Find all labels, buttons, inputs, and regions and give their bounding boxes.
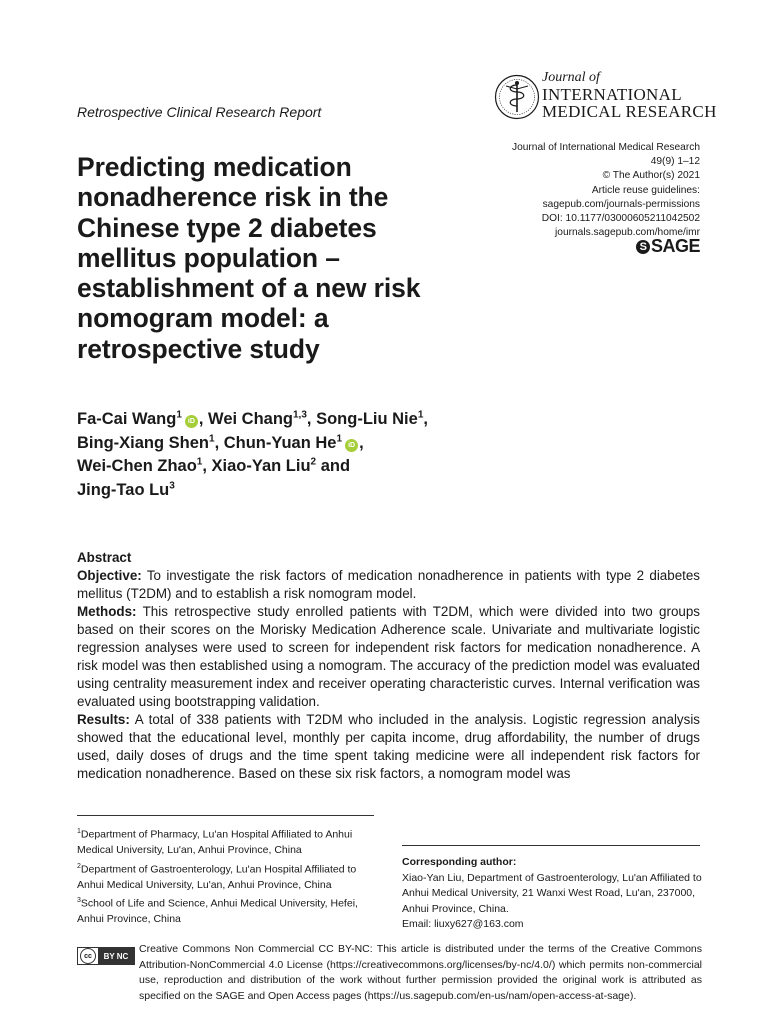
author-name: Song-Liu Nie — [316, 410, 418, 428]
objective-text: To investigate the risk factors of medication nonadherence in patients with type 2 diabetes mellitus (T2DM) and to establish a risk nomogram model. — [77, 568, 700, 601]
author-affiliation-mark: 1 — [209, 433, 215, 444]
methods-text: This retrospective study enrolled patients with T2DM, which were divided into two groups based on their scores on the Morisky Medication Adherence scale. Univariate and multivariate logistic regression analyses were used to screen for independent risk factors for medication nonadherence. A risk model was then established using a nomogram. The accuracy of the prediction model was evaluated using centrality measurement index and receiver operating characteristic curves. Internal verification was evaluated using bootstrapping validation. — [77, 604, 700, 709]
affiliations — [77, 824, 377, 928]
author-affiliation-mark: 1 — [417, 409, 424, 421]
publisher-name: SAGE — [650, 236, 700, 256]
publisher-logo — [636, 236, 700, 257]
by-label: BY — [103, 951, 115, 961]
article-type: Retrospective Clinical Research Report — [77, 104, 322, 120]
author-affiliation-mark: 1 — [196, 456, 203, 468]
author-list — [77, 408, 517, 502]
meta-reuse: Article reuse guidelines: — [591, 184, 700, 196]
journal-emblem-icon — [494, 74, 540, 120]
affiliation-text: Department of Gastroenterology, Lu'an Hospital Affiliated to Anhui Medical University, Lu'an, Anhui Province, China — [77, 863, 357, 891]
author-separator: , — [359, 433, 364, 452]
abstract-heading: Abstract — [77, 550, 132, 565]
sage-s-icon: S — [636, 240, 650, 254]
author-affiliation-mark: 1 — [336, 433, 343, 444]
journal-logo-line1: Journal of — [542, 70, 600, 85]
affiliation-text: Department of Pharmacy, Lu'an Hospital Affiliated to Anhui Medical University, Lu'an, Anhui Province, China — [77, 828, 353, 856]
author-separator: and — [316, 457, 351, 475]
author-affiliation-mark: 3 — [169, 480, 175, 491]
affiliation-number: 1 — [77, 828, 81, 835]
author-name: Wei-Chen Zhao — [77, 457, 197, 475]
correspondence-divider — [402, 845, 700, 846]
meta-copyright: © The Author(s) 2021 — [602, 170, 700, 182]
footnote-divider — [77, 815, 374, 816]
journal-logo-line3: MEDICAL RESEARCH — [542, 102, 717, 121]
nc-label: NC — [116, 951, 129, 961]
orcid-icon[interactable]: iD — [345, 439, 358, 452]
author-affiliation-mark: 2 — [310, 456, 317, 468]
meta-doi-link[interactable]: DOI: 10.1177/03000605211042502 — [541, 213, 700, 225]
author-separator: , — [214, 433, 224, 452]
meta-volume: 49(9) 1–12 — [650, 156, 700, 168]
results-label: Results: — [77, 712, 130, 727]
correspondence — [402, 855, 702, 933]
author-name: Wei Chang — [208, 410, 293, 428]
journal-logo — [542, 70, 717, 121]
affiliation-number: 3 — [77, 897, 81, 904]
abstract-objective — [77, 567, 700, 603]
author-affiliation-mark: 1,3 — [293, 409, 307, 421]
meta-homepage-link[interactable]: journals.sagepub.com/home/imr — [555, 227, 700, 239]
affiliation-item — [77, 893, 377, 928]
author-separator: , — [202, 457, 212, 475]
methods-label: Methods: — [77, 604, 137, 619]
correspondence-address: Xiao-Yan Liu, Department of Gastroenterology, Lu'an Affiliated to Anhui Medical University, 21 Wanxi West Road, Lu'an, 237000, Anhui Province, China. — [402, 871, 702, 915]
affiliation-number: 2 — [77, 862, 81, 870]
abstract — [77, 549, 700, 783]
orcid-icon[interactable]: iD — [185, 415, 198, 428]
license-notice — [77, 942, 702, 1005]
cc-icon: cc — [80, 948, 96, 964]
meta-permissions-link[interactable]: sagepub.com/journals-permissions — [542, 198, 700, 210]
author-separator: , — [306, 410, 317, 428]
affiliation-item — [77, 859, 377, 894]
license-text: Creative Commons Non Commercial CC BY-NC: This article is distributed under the terms of the Creative Commons Attribution-NonCommercial 4.0 License (https://creativecommons.org/licenses/by-nc/4.0/) which permits non-commercial use, reproduction and distribution of the work without further permission provided the original work is attributed as specified on the SAGE and Open Access pages (https://us.sagepub.com/en-us/nam/open-access-at-sage). — [139, 943, 702, 1003]
objective-label: Objective: — [77, 568, 142, 583]
author-name: Xiao-Yan Liu — [211, 457, 311, 475]
author-name: Jing-Tao Lu — [77, 480, 170, 499]
author-separator: , — [198, 410, 209, 428]
affiliation-item — [77, 824, 377, 859]
author-name: Fa-Cai Wang — [77, 410, 177, 428]
meta-journal-name: Journal of International Medical Research — [511, 142, 700, 153]
affiliation-text: School of Life and Science, Anhui Medical University, Hefei, Anhui Province, China — [77, 897, 358, 925]
author-separator: , — [423, 410, 428, 428]
article-title: Predicting medication nonadherence risk in the Chinese type 2 diabetes mellitus population – establishment of a new risk nomogram model: a retrospective study — [77, 152, 421, 364]
correspondence-email[interactable]: Email: liuxy627@163.com — [402, 918, 524, 930]
journal-logo-line2: INTERNATIONAL — [542, 85, 682, 104]
article-metadata — [512, 141, 700, 240]
author-name: Chun-Yuan He — [223, 433, 337, 452]
correspondence-heading: Corresponding author: — [402, 856, 517, 868]
author-name: Bing-Xiang Shen — [77, 433, 209, 452]
abstract-results — [77, 711, 700, 783]
results-text: A total of 338 patients with T2DM who included in the analysis. Logistic regression analysis showed that the educational level, monthly per capita income, drug affordability, the number of drugs used, daily doses of drugs and the time spent taking medicine were all independent risk factors for medication nonadherence. Based on these six risk factors, a nomogram model was — [77, 712, 700, 781]
author-affiliation-mark: 1 — [176, 409, 182, 421]
abstract-methods — [77, 603, 700, 711]
